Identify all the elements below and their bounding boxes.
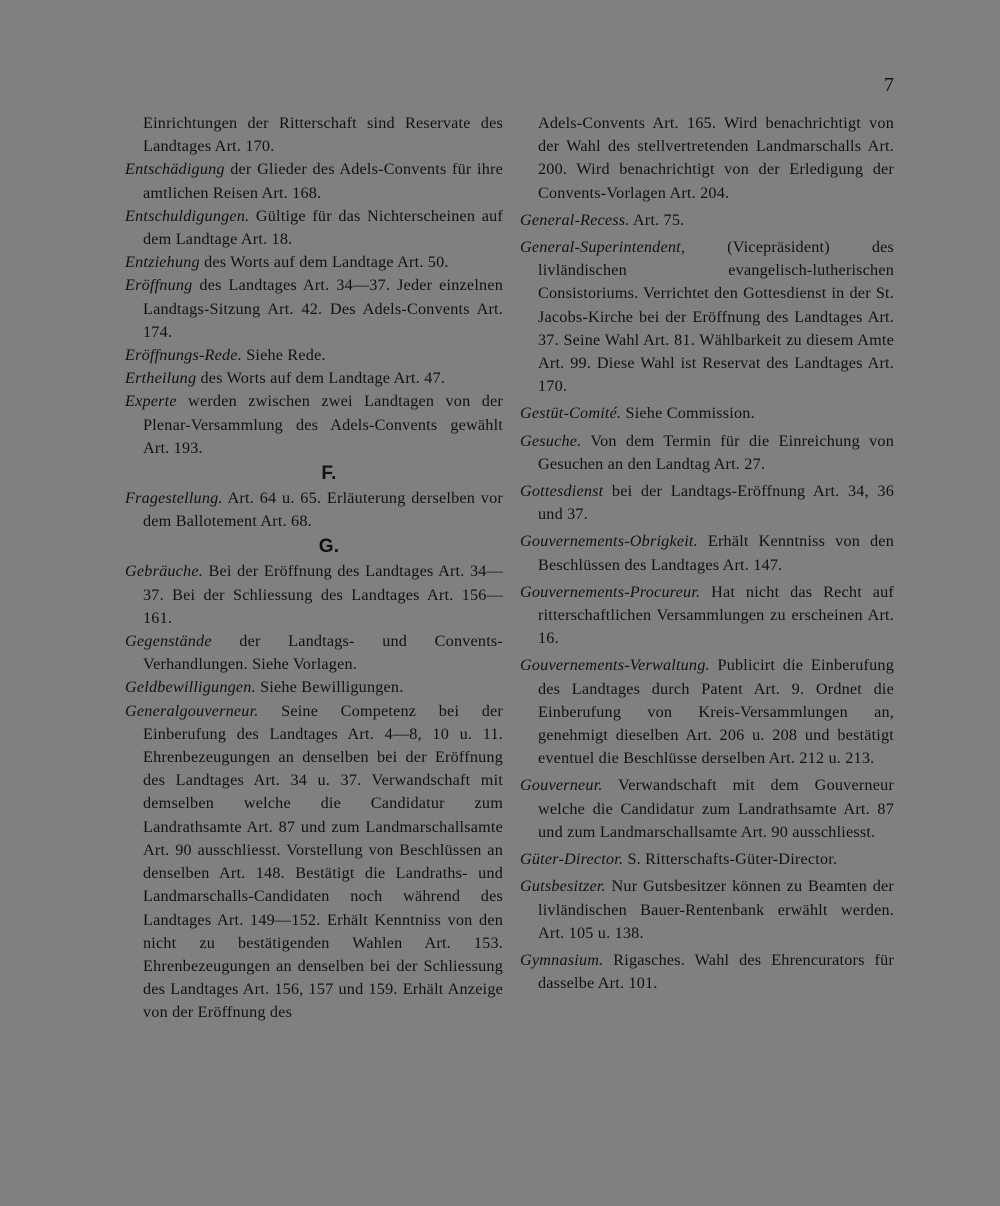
- index-entry: Gymnasium. Rigasches. Wahl des Ehrencurators für dasselbe Art. 101.: [520, 950, 894, 993]
- page-number: 7: [884, 74, 894, 96]
- index-entry: Gutsbesitzer. Nur Gutsbesitzer können zu Beamten der livländischen Bauer-Rentenbank erwählt werden. Art. 105 u. 138.: [520, 877, 894, 942]
- index-entry: Generalgouverneur. Seine Competenz bei der Einberufung des Landtages Art. 4—8, 10 u. 11. Ehrenbezeugungen an denselben bei der Eröffnung des Landtages Art. 34 u. 37. Verwandschaft mit demselben welche die Candidatur zum Landrathsamte Art. 87 und zum Landmarschallsamte Art. 90 ausschliesst. Vorstellung von Beschlüssen an denselben Art. 148. Bestätigt die Landraths- und Landmarschalls-Candidaten noch während des Landtages Art. 149—152. Erhält Kenntniss von den nicht zu bestätigenden Wahlen Art. 153. Ehrenbezeugungen an denselben bei der Schliessung des Landtages Art. 156, 157 und 159. Erhält Anzeige von der Eröffnung des: [125, 701, 503, 1022]
- index-entry: Gouvernements-Procureur. Hat nicht das Recht auf ritterschaftlichen Versammlungen zu erscheinen Art. 16.: [520, 582, 894, 648]
- right-column: [520, 112, 894, 999]
- index-entry: Adels-Convents Art. 165. Wird benachrichtigt von der Wahl des stellvertretenden Landmarschalls Art. 200. Wird benachrichtigt von der Erledigung der Convents-Vorlagen Art. 204.: [538, 114, 894, 202]
- index-entry: Gouvernements-Obrigkeit. Erhält Kenntniss von den Beschlüssen des Landtages Art. 147.: [520, 532, 894, 574]
- section-letter-f: F.: [321, 463, 337, 485]
- index-entry: Gestüt-Comité. Siehe Commission.: [520, 404, 755, 423]
- index-entry: Entschuldigungen. Gültige für das Nichterscheinen auf dem Landtage Art. 18.: [125, 206, 503, 249]
- index-entry: Gebräuche. Bei der Eröffnung des Landtages Art. 34—37. Bei der Schliessung des Landtages Art. 156—161.: [125, 562, 503, 627]
- index-entry: Gesuche. Von dem Termin für die Einreichung von Gesuchen an den Landtag Art. 27.: [520, 431, 894, 473]
- index-entry: Einrichtungen der Ritterschaft sind Reservate des Landtages Art. 170.: [143, 114, 503, 156]
- left-column: [125, 112, 503, 1025]
- index-entry: Ertheilung des Worts auf dem Landtage Art. 47.: [125, 369, 446, 388]
- index-entry: Gegenstände der Landtags- und Convents-Verhandlungen. Siehe Vorlagen.: [125, 632, 503, 674]
- index-entry: Eröffnungs-Rede. Siehe Rede.: [125, 346, 326, 365]
- index-entry: Experte werden zwischen zwei Landtagen von der Plenar-Versammlung des Adels-Convents gewählt Art. 193.: [125, 392, 503, 457]
- index-entry: General-Superintendent, (Vicepräsident) des livländischen evangelisch-lutherischen Consistoriums. Verrichtet den Gottesdienst in der St. Jacobs-Kirche bei der Eröffnung des Landtages Art. 37. Seine Wahl Art. 81. Wählbarkeit zu diesem Amte Art. 99. Diese Wahl ist Reservat des Landtages Art. 170.: [520, 238, 894, 396]
- index-entry: Entschädigung der Glieder des Adels-Convents für ihre amtlichen Reisen Art. 168.: [125, 160, 503, 202]
- index-entry: Fragestellung. Art. 64 u. 65. Erläuterung derselben vor dem Ballotement Art. 68.: [125, 489, 503, 531]
- index-entry: Gouvernements-Verwaltung. Publicirt die Einberufung des Landtages durch Patent Art. 9. Ordnet die Einberufung von Kreis-Versammlungen an, genehmigt dieselben Art. 206 u. 208 und bestätigt eventuel die Beschlüsse derselben Art. 212 u. 213.: [520, 656, 894, 768]
- index-entry: Gouverneur. Verwandschaft mit dem Gouverneur welche die Candidatur zum Landrathsamte Art. 87 und zum Landmarschallsamte Art. 90 ausschliesst.: [520, 776, 894, 841]
- index-entry: Gottesdienst bei der Landtags-Eröffnung Art. 34, 36 und 37.: [520, 482, 894, 524]
- index-entry: Geldbewilligungen. Siehe Bewilligungen.: [125, 678, 404, 697]
- index-entry: Güter-Director. S. Ritterschafts-Güter-Director.: [520, 850, 838, 869]
- section-letter-g: G.: [318, 536, 340, 558]
- index-entry: Entziehung des Worts auf dem Landtage Art. 50.: [125, 253, 449, 272]
- index-entry: General-Recess. Art. 75.: [520, 210, 685, 229]
- index-entry: Eröffnung des Landtages Art. 34—37. Jeder einzelnen Landtags-Sitzung Art. 42. Des Adels-Convents Art. 174.: [125, 276, 503, 341]
